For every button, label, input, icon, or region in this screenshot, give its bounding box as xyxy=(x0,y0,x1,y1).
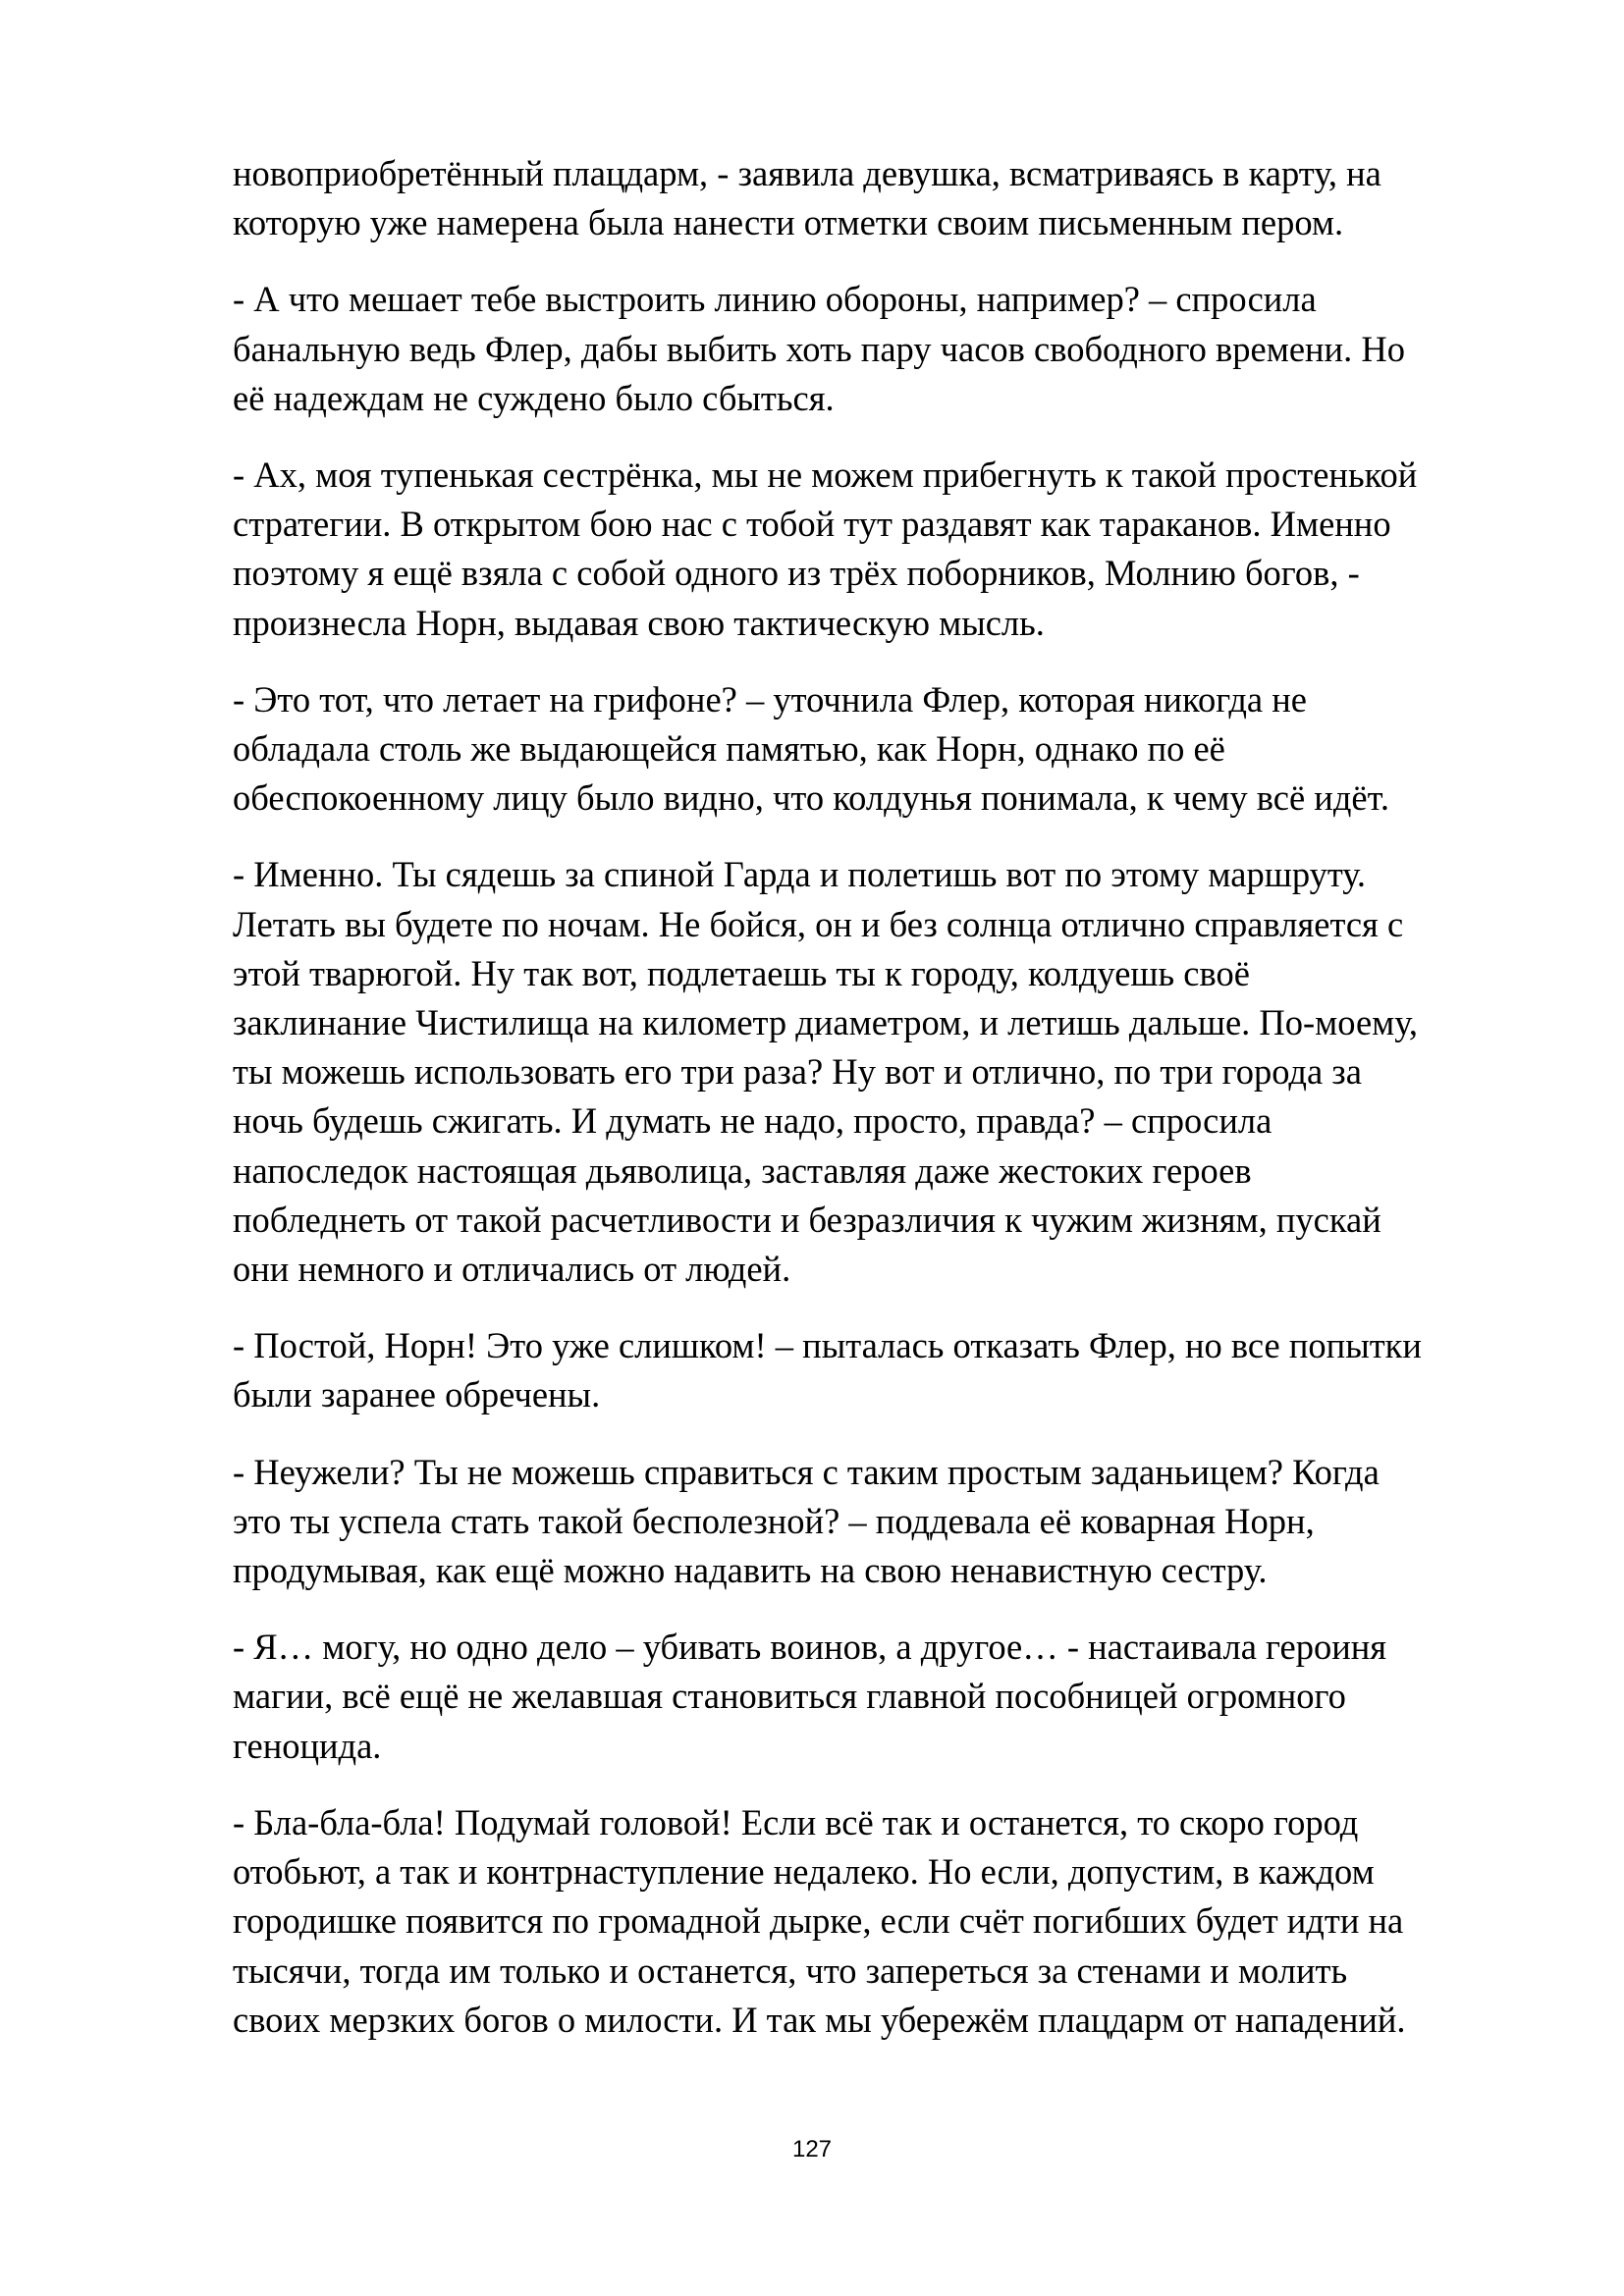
page-number: 127 xyxy=(791,2136,833,2163)
text-line: - Именно. Ты сядешь за спиной Гарда и полетишь вот по этому маршруту. xyxy=(233,854,1367,895)
text-line: - Постой, Норн! Это уже слишком! – пыталась отказать Флер, но все попытки xyxy=(233,1325,1422,1366)
paragraph xyxy=(233,675,1529,824)
text-line: которую уже намерена была нанести отметки своим письменным пером. xyxy=(233,202,1344,243)
text-line: - Это тот, что летает на грифоне? – уточнила Флер, которая никогда не xyxy=(233,678,1307,720)
text-line: обладала столь же выдающейся памятью, как Норн, однако по её xyxy=(233,728,1225,770)
text-line: напоследок настоящая дьяволица, заставляя даже жестоких героев xyxy=(233,1149,1252,1191)
text-line: магии, всё ещё не желавшая становиться главной пособницей огромного xyxy=(233,1676,1346,1717)
text-line: ночь будешь сжигать. И думать не надо, просто, правда? – спросила xyxy=(233,1100,1272,1142)
text-line: стратегии. В открытом бою нас с тобой тут раздавят как тараканов. Именно xyxy=(233,504,1391,545)
paragraph xyxy=(233,1448,1529,1596)
body-text xyxy=(233,149,1529,2072)
paragraph xyxy=(233,1623,1529,1771)
text-line: - Бла-бла-бла! Подумай головой! Если всё так и останется, то скоро город xyxy=(233,1801,1359,1842)
text-line: побледнеть от такой расчетливости и безразличия к чужим жизням, пускай xyxy=(233,1199,1381,1240)
text-line: произнесла Норн, выдавая свою тактическую мысль. xyxy=(233,602,1045,643)
text-line: обеспокоенному лицу было видно, что колдунья понимала, к чему всё идёт. xyxy=(233,777,1389,819)
text-line: продумывая, как ещё можно надавить на свою ненавистную сестру. xyxy=(233,1550,1268,1591)
text-line: - Ах, моя тупенькая сестрёнка, мы не можем прибегнуть к такой простенькой xyxy=(233,454,1418,496)
text-line: - Неужели? Ты не можешь справиться с таким простым заданьицем? Когда xyxy=(233,1451,1380,1492)
text-line: Летать вы будете по ночам. Не бойся, он и без солнца отлично справляется с xyxy=(233,903,1404,944)
text-line: отобьют, а так и контрнаступление недалеко. Но если, допустим, в каждом xyxy=(233,1851,1375,1893)
paragraph xyxy=(233,451,1529,648)
text-line: заклинание Чистилища на километр диаметром, и летишь дальше. По-моему, xyxy=(233,1002,1418,1043)
paragraph xyxy=(233,149,1529,247)
text-line: её надеждам не суждено было сбыться. xyxy=(233,377,835,418)
text-line: ты можешь использовать его три раза? Ну вот и отлично, по три города за xyxy=(233,1051,1362,1093)
text-line: тысячи, тогда им только и останется, что запереться за стенами и молить xyxy=(233,1949,1348,1991)
text-line: поэтому я ещё взяла с собой одного из трёх поборников, Молнию богов, - xyxy=(233,553,1360,594)
text-line: были заранее обречены. xyxy=(233,1374,601,1415)
text-line: этой тварюгой. Ну так вот, подлетаешь ты к городу, колдуешь своё xyxy=(233,952,1250,993)
text-line: банальную ведь Флер, дабы выбить хоть пару часов свободного времени. Но xyxy=(233,328,1405,369)
paragraph xyxy=(233,275,1529,423)
text-line: они немного и отличались от людей. xyxy=(233,1249,791,1290)
text-line: своих мерзких богов о милости. И так мы убережём плацдарм от нападений. xyxy=(233,1999,1406,2040)
text-line: - Я… могу, но одно дело – убивать воинов, а другое… - настаивала героиня xyxy=(233,1627,1387,1668)
text-line: это ты успела стать такой бесполезной? – поддевала её коварная Норн, xyxy=(233,1500,1315,1541)
text-line: геноцида. xyxy=(233,1725,382,1766)
text-line: городишке появится по громадной дырке, если счёт погибших будет идти на xyxy=(233,1900,1404,1942)
text-line: - А что мешает тебе выстроить линию обороны, например? – спросила xyxy=(233,279,1317,320)
paragraph xyxy=(233,1798,1529,2045)
text-line: новоприобретённый плацдарм, - заявила девушка, всматриваясь в карту, на xyxy=(233,153,1381,193)
paragraph xyxy=(233,850,1529,1294)
paragraph xyxy=(233,1321,1529,1419)
